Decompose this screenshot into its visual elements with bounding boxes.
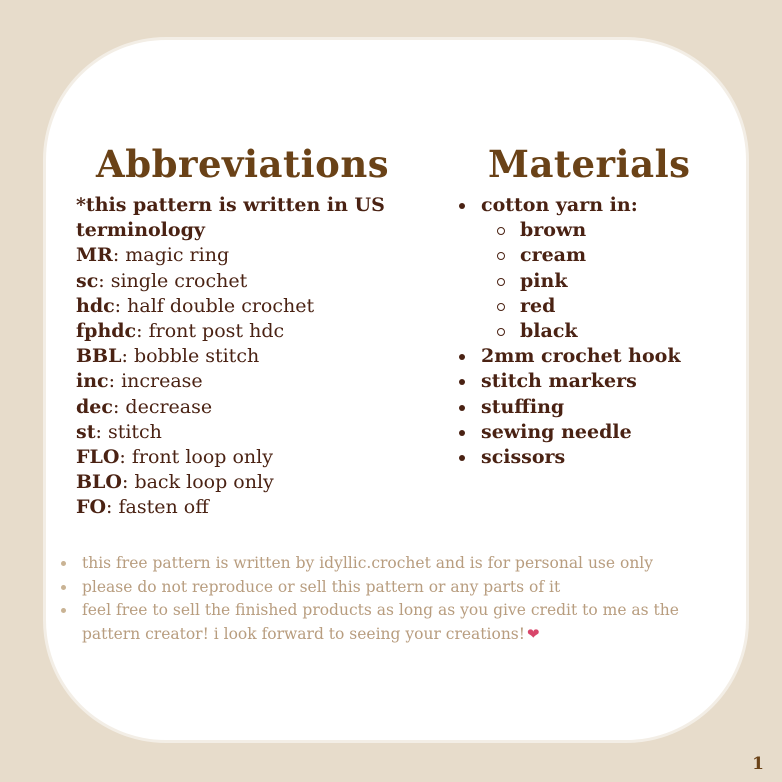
abbreviation-meaning: single crochet: [110, 269, 248, 292]
abbreviation-code: FO: [76, 496, 107, 519]
bullet-icon: [61, 585, 66, 590]
material-item: stuffing: [455, 395, 745, 420]
page-number: 1: [752, 754, 764, 774]
footer-note: this free pattern is written by idyllic.crochet and is for personal use only: [58, 552, 738, 576]
abbreviation-code: st: [76, 420, 96, 443]
terminology-note: *this pattern is written in US terminology: [76, 194, 385, 242]
abbreviation-code: FLO: [76, 446, 120, 469]
abbreviation-meaning: fasten off: [118, 496, 209, 519]
footer-note: please do not reproduce or sell this pattern or any parts of it: [58, 576, 738, 600]
material-item: cotton yarn in:: [455, 193, 745, 218]
abbreviation-code: BLO: [76, 471, 122, 494]
material-item: sewing needle: [455, 420, 745, 445]
bullet-icon: [459, 430, 465, 436]
bullet-icon: [459, 455, 465, 461]
abbreviation-meaning: front post hdc: [148, 320, 285, 343]
abbreviation-meaning: increase: [121, 370, 203, 393]
materials-heading: Materials: [488, 142, 691, 186]
abbreviation-item: sc: single crochet: [76, 269, 248, 292]
abbreviation-meaning: magic ring: [125, 244, 230, 267]
bullet-icon: [459, 203, 465, 209]
abbreviation-item: FLO: front loop only: [76, 446, 273, 469]
bullet-icon: [459, 379, 465, 385]
abbreviation-item: hdc: half double crochet: [76, 294, 315, 317]
abbreviation-item: fphdc: front post hdc: [76, 320, 285, 343]
abbreviation-code: BBL: [76, 345, 122, 368]
abbreviation-meaning: half double crochet: [127, 294, 315, 317]
bullet-icon: [61, 608, 66, 613]
material-item: stitch markers: [455, 369, 745, 394]
abbreviation-code: MR: [76, 244, 113, 267]
sparkling-heart-icon: ❤: [526, 624, 540, 643]
abbreviation-meaning: decrease: [125, 395, 213, 418]
yarn-color-item: pink: [455, 269, 745, 294]
abbreviations-heading: Abbreviations: [96, 142, 390, 186]
yarn-color-item: brown: [455, 218, 745, 243]
circle-bullet-icon: [497, 328, 505, 336]
footer-note: feel free to sell the finished products as long as you give credit to me as the pattern creator! i look forward to seeing your creations! ❤: [58, 599, 738, 646]
abbreviation-code: dec: [76, 395, 113, 418]
abbreviation-item: inc: increase: [76, 370, 203, 393]
abbreviation-code: sc: [76, 269, 99, 292]
abbreviations-list: [76, 193, 421, 521]
abbreviation-meaning: front loop only: [131, 446, 273, 469]
footer-notes: [58, 552, 738, 646]
abbreviation-item: st: stitch: [76, 420, 162, 443]
circle-bullet-icon: [497, 252, 505, 260]
abbreviation-meaning: stitch: [107, 420, 162, 443]
abbreviation-code: hdc: [76, 294, 115, 317]
circle-bullet-icon: [497, 303, 505, 311]
abbreviation-item: BLO: back loop only: [76, 471, 274, 494]
abbreviation-item: MR: magic ring: [76, 244, 230, 267]
yarn-color-item: cream: [455, 243, 745, 268]
circle-bullet-icon: [497, 278, 505, 286]
material-item: 2mm crochet hook: [455, 344, 745, 369]
abbreviation-code: fphdc: [76, 320, 137, 343]
abbreviation-meaning: back loop only: [134, 471, 274, 494]
circle-bullet-icon: [497, 227, 505, 235]
bullet-icon: [459, 405, 465, 411]
materials-list: [455, 193, 745, 470]
bullet-icon: [61, 561, 66, 566]
abbreviation-item: BBL: bobble stitch: [76, 345, 260, 368]
yarn-color-item: red: [455, 294, 745, 319]
bullet-icon: [459, 354, 465, 360]
material-item: scissors: [455, 445, 745, 470]
abbreviation-item: FO: fasten off: [76, 496, 209, 519]
abbreviation-meaning: bobble stitch: [133, 345, 260, 368]
abbreviation-code: inc: [76, 370, 109, 393]
yarn-color-item: black: [455, 319, 745, 344]
abbreviation-item: dec: decrease: [76, 395, 213, 418]
